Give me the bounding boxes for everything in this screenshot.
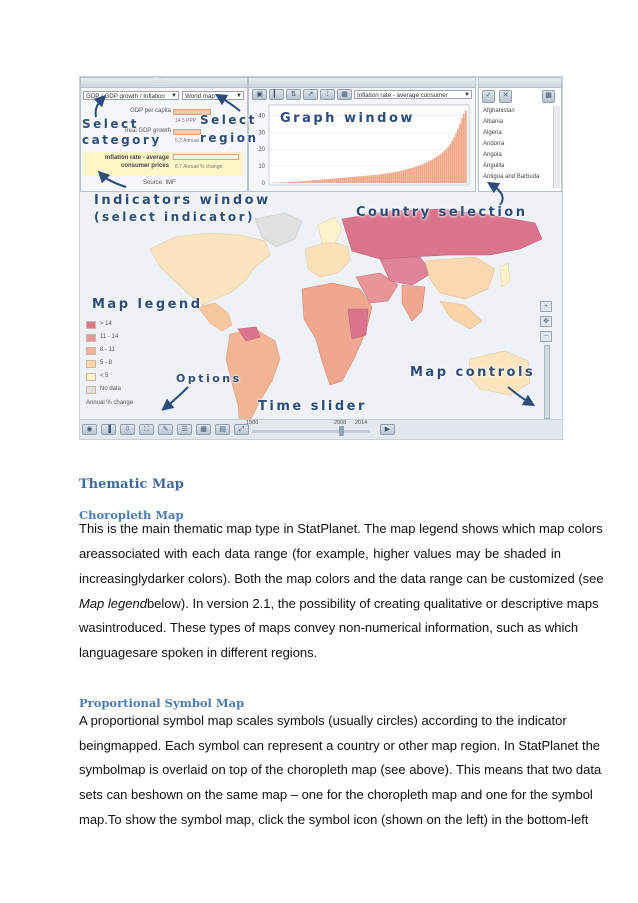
graph-y-tick: 20 bbox=[258, 147, 265, 154]
indicator-value-gdp: 14.5 PPP bbox=[175, 118, 197, 124]
legend-swatch bbox=[86, 347, 96, 355]
graph-bar[interactable] bbox=[298, 181, 300, 183]
map-region-central-america[interactable] bbox=[198, 303, 232, 331]
graph-bar[interactable] bbox=[318, 180, 320, 183]
graph-bar[interactable] bbox=[459, 124, 461, 183]
graph-bar[interactable] bbox=[440, 154, 442, 183]
graph-bar[interactable] bbox=[283, 182, 285, 183]
chart-options-icon[interactable]: ▐ bbox=[101, 424, 116, 435]
callout-options: Options bbox=[176, 372, 242, 385]
paragraph-line: beingmapped. Each symbol can represent a country or other map region. In StatPlanet the bbox=[79, 738, 601, 753]
legend-label: 5 - 8 bbox=[100, 360, 113, 366]
table-icon[interactable]: ▦ bbox=[337, 89, 352, 100]
time-slider-end: 2014 bbox=[355, 420, 368, 426]
graph-bar[interactable] bbox=[306, 181, 308, 183]
country-panel bbox=[478, 77, 562, 192]
graph-bar[interactable] bbox=[349, 177, 351, 183]
graph-bar[interactable] bbox=[330, 179, 332, 183]
callout-select-category-1: Select bbox=[82, 117, 139, 131]
callout-select-region-1: Select bbox=[200, 113, 257, 127]
country-item[interactable]: Afghanistan bbox=[483, 108, 515, 114]
bar-chart-icon[interactable]: ▎ bbox=[269, 89, 284, 100]
emphasis-map-legend: Map legend bbox=[79, 596, 147, 611]
graph-y-tick: 40 bbox=[258, 113, 265, 120]
chevron-down-icon: ▼ bbox=[236, 93, 242, 99]
zoom-slider-track[interactable] bbox=[544, 345, 550, 419]
graph-bar[interactable] bbox=[287, 182, 289, 183]
map-region-southeast-asia[interactable] bbox=[440, 301, 482, 329]
legend-unit: Annual % change bbox=[86, 400, 134, 406]
graph-bar[interactable] bbox=[438, 156, 440, 183]
graph-bar[interactable] bbox=[332, 179, 334, 183]
graph-bar[interactable] bbox=[289, 182, 291, 183]
country-item[interactable]: Anguilla bbox=[483, 163, 505, 169]
graph-bar[interactable] bbox=[357, 176, 359, 183]
map-region-scandinavia[interactable] bbox=[318, 217, 342, 243]
country-item[interactable]: Angola bbox=[483, 152, 502, 158]
check-icon[interactable]: ✓ bbox=[482, 90, 495, 103]
map-region-japan[interactable] bbox=[500, 263, 510, 287]
graph-bar[interactable] bbox=[340, 178, 342, 183]
graph-bar[interactable] bbox=[387, 173, 389, 183]
play-icon[interactable]: ▶ bbox=[380, 424, 395, 435]
bottom-toolbar bbox=[80, 419, 562, 440]
graph-bar[interactable] bbox=[336, 178, 338, 183]
delete-icon[interactable]: ▩ bbox=[542, 90, 555, 103]
graph-bar[interactable] bbox=[281, 182, 283, 183]
graph-bar[interactable] bbox=[424, 163, 426, 183]
callout-graph-window: Graph window bbox=[280, 111, 415, 126]
indicator-bar-growth bbox=[173, 129, 201, 135]
graph-bar[interactable] bbox=[447, 147, 449, 183]
indicator-bar-inflation bbox=[173, 154, 239, 160]
legend-label: < 5 bbox=[100, 373, 109, 379]
graph-indicator-value: Inflation rate - average consumer bbox=[357, 92, 448, 99]
indicator-label-growth[interactable]: Real GDP growth bbox=[124, 128, 171, 134]
callout-select-category-2: category bbox=[82, 133, 162, 147]
pan-icon[interactable]: ✥ bbox=[540, 316, 552, 327]
graph-bar[interactable] bbox=[300, 181, 302, 183]
graph-bar[interactable] bbox=[408, 169, 410, 183]
graph-bar[interactable] bbox=[344, 178, 346, 183]
paragraph-line: This is the main thematic map type in StatPlanet. The map legend shows which map colors bbox=[79, 521, 603, 536]
indicator-source: Source: IMF bbox=[143, 180, 176, 186]
callout-select-region-2: region bbox=[200, 131, 259, 145]
legend-label: No data bbox=[100, 386, 122, 392]
legend-swatch bbox=[86, 360, 96, 368]
graph-bar[interactable] bbox=[369, 175, 371, 183]
graph-bar[interactable] bbox=[279, 182, 281, 183]
paragraph-line: symbolmap is overlaid on top of the choropleth map (see above). This means that two data bbox=[79, 762, 602, 777]
time-slider-start: 1980 bbox=[246, 420, 259, 426]
graph-bar[interactable] bbox=[410, 168, 412, 183]
legend-swatch bbox=[86, 334, 96, 342]
graph-bar[interactable] bbox=[285, 182, 287, 183]
graph-bar[interactable] bbox=[442, 153, 444, 183]
graph-y-tick: 30 bbox=[258, 130, 265, 137]
graph-bar[interactable] bbox=[373, 175, 375, 183]
expand-icon[interactable]: ⤢ bbox=[234, 424, 249, 435]
paragraph-line: languagesare spoken in different regions. bbox=[79, 645, 318, 660]
zoom-out-icon[interactable]: − bbox=[540, 331, 552, 342]
edit-icon[interactable]: ✎ bbox=[158, 424, 173, 435]
map-region-europe[interactable] bbox=[305, 241, 350, 277]
graph-bar[interactable] bbox=[383, 174, 385, 183]
scatter-icon[interactable]: ⁞ bbox=[320, 89, 335, 100]
map-region-india[interactable] bbox=[402, 285, 425, 321]
graph-bar[interactable] bbox=[414, 167, 416, 183]
graph-bar[interactable] bbox=[310, 180, 312, 183]
graph-bar[interactable] bbox=[277, 182, 279, 183]
chevron-down-icon: ▼ bbox=[171, 93, 177, 99]
graph-bar[interactable] bbox=[391, 173, 393, 183]
time-slider[interactable] bbox=[252, 430, 370, 433]
indicator-value-growth: 5.2 Annual bbox=[175, 138, 199, 144]
graph-bar[interactable] bbox=[302, 181, 304, 183]
graph-bar[interactable] bbox=[304, 181, 306, 183]
callout-country-selection: Country selection bbox=[356, 205, 528, 220]
graph-y-tick: 10 bbox=[258, 164, 265, 171]
indicator-label-gdp[interactable]: GDP per capita bbox=[130, 108, 171, 114]
callout-select-indicator: (select indicator) bbox=[94, 210, 255, 224]
graph-bar[interactable] bbox=[406, 169, 408, 183]
graph-bar[interactable] bbox=[385, 174, 387, 183]
graph-bar[interactable] bbox=[430, 160, 432, 183]
graph-bar[interactable] bbox=[296, 182, 298, 183]
time-slider-handle[interactable] bbox=[339, 426, 344, 436]
paragraph-line: increasinglydarker colors). Both the map colors and the data range can be customized (see bbox=[79, 571, 604, 586]
paragraph-line: A proportional symbol map scales symbols (usually circles) according to the indicator bbox=[79, 713, 567, 728]
legend-swatch bbox=[86, 373, 96, 381]
eye-icon[interactable]: ◉ bbox=[82, 424, 97, 435]
notes-icon[interactable]: ▤ bbox=[215, 424, 230, 435]
graph-bar[interactable] bbox=[453, 137, 455, 183]
graph-bar[interactable] bbox=[455, 133, 457, 183]
graph-bar[interactable] bbox=[404, 170, 406, 183]
map-view-icon[interactable]: ▣ bbox=[252, 89, 267, 100]
legend-swatch bbox=[86, 386, 96, 394]
map-region-china[interactable] bbox=[425, 257, 495, 299]
legend-label: 11 - 14 bbox=[100, 334, 119, 340]
graph-bar[interactable] bbox=[316, 180, 318, 183]
graph-bar[interactable] bbox=[295, 182, 297, 183]
indicators-titlebar-text: Chile bbox=[153, 77, 169, 84]
graph-bar[interactable] bbox=[320, 180, 322, 183]
country-list[interactable] bbox=[479, 106, 553, 190]
category-select-value: GDP / GDP growth / Inflation bbox=[86, 93, 165, 100]
graph-bar[interactable] bbox=[314, 180, 316, 183]
graph-indicator-select[interactable] bbox=[354, 90, 472, 99]
graph-bar[interactable] bbox=[428, 161, 430, 183]
graph-bar[interactable] bbox=[322, 179, 324, 183]
graph-bar[interactable] bbox=[393, 172, 395, 183]
callout-indicators-window: Indicators window bbox=[94, 193, 271, 208]
layers-icon[interactable]: ☰ bbox=[177, 424, 192, 435]
graph-bar[interactable] bbox=[351, 177, 353, 183]
fullscreen-icon[interactable]: ⛶ bbox=[139, 424, 154, 435]
graph-bar[interactable] bbox=[371, 175, 373, 183]
graph-bar[interactable] bbox=[345, 177, 347, 183]
graph-bar[interactable] bbox=[463, 114, 465, 183]
graph-bar[interactable] bbox=[359, 176, 361, 183]
time-slider-current: 2008 bbox=[334, 420, 347, 426]
graph-bar[interactable] bbox=[365, 176, 367, 183]
indicators-titlebar bbox=[81, 78, 247, 88]
graph-bar[interactable] bbox=[324, 179, 326, 183]
graph-bar[interactable] bbox=[416, 166, 418, 183]
graph-bar[interactable] bbox=[465, 110, 467, 183]
graph-bar[interactable] bbox=[396, 172, 398, 183]
country-item[interactable]: Antigua and Barbuda bbox=[483, 174, 540, 180]
paragraph-line: sets can beshown on the same map – one for the choropleth map and one for the symbol bbox=[79, 787, 593, 802]
graph-bar[interactable] bbox=[355, 177, 357, 183]
paragraph-line: map.To show the symbol map, click the symbol icon (shown on the left) in the bottom-left bbox=[79, 812, 589, 827]
graph-panel bbox=[248, 77, 476, 192]
legend-label: 8 - 11 bbox=[100, 347, 115, 353]
graph-bar[interactable] bbox=[457, 129, 459, 183]
line-chart-icon[interactable]: ↗ bbox=[303, 89, 318, 100]
graph-bar[interactable] bbox=[293, 182, 295, 183]
graph-bar[interactable] bbox=[451, 141, 453, 183]
graph-bar[interactable] bbox=[436, 157, 438, 183]
graph-bar[interactable] bbox=[412, 168, 414, 183]
map-legend bbox=[80, 317, 150, 413]
graph-bar[interactable] bbox=[367, 176, 369, 183]
zoom-in-icon[interactable]: + bbox=[540, 301, 552, 312]
graph-bar[interactable] bbox=[443, 151, 445, 183]
graph-bar[interactable] bbox=[338, 178, 340, 183]
graph-bar[interactable] bbox=[432, 159, 434, 183]
legend-swatch bbox=[86, 321, 96, 329]
graph-bar[interactable] bbox=[312, 180, 314, 183]
sort-icon[interactable]: ⇅ bbox=[286, 89, 301, 100]
graph-bar[interactable] bbox=[361, 176, 363, 183]
graph-bar[interactable] bbox=[381, 174, 383, 183]
paragraph-line: areassociated with each data range (for example, higher values may be shaded in bbox=[79, 546, 561, 561]
heading-thematic-map: Thematic Map bbox=[79, 477, 184, 492]
graph-bar[interactable] bbox=[334, 178, 336, 183]
country-scrollbar[interactable] bbox=[553, 106, 560, 188]
graph-bar[interactable] bbox=[377, 175, 379, 183]
graph-bar[interactable] bbox=[434, 158, 436, 183]
graph-bar[interactable] bbox=[449, 144, 451, 183]
graph-bar[interactable] bbox=[326, 179, 328, 183]
graph-bar[interactable] bbox=[394, 172, 396, 183]
indicator-value-inflation: 8.7 Annual % change bbox=[175, 164, 223, 170]
graph-bar[interactable] bbox=[363, 176, 365, 183]
graph-bar[interactable] bbox=[402, 170, 404, 183]
graph-bar[interactable] bbox=[461, 118, 463, 183]
country-item[interactable]: Algeria bbox=[483, 130, 502, 136]
graph-bar[interactable] bbox=[353, 177, 355, 183]
graph-bar[interactable] bbox=[422, 164, 424, 183]
chevron-down-icon: ▼ bbox=[464, 92, 470, 98]
region-select-value: World map bbox=[185, 93, 215, 100]
legend-label: > 14 bbox=[100, 321, 112, 327]
data-table-icon[interactable]: ▦ bbox=[196, 424, 211, 435]
graph-bar[interactable] bbox=[275, 182, 277, 183]
indicator-label-inflation[interactable]: Inflation rate - average consumer prices bbox=[104, 155, 169, 169]
graph-bar[interactable] bbox=[389, 173, 391, 183]
callout-time-slider: Time slider bbox=[258, 399, 367, 414]
heading-choropleth-map: Choropleth Map bbox=[79, 508, 184, 522]
paragraph-line-rest: below). In version 2.1, the possibility of creating qualitative or descriptive maps bbox=[146, 596, 599, 611]
country-item[interactable]: Andorra bbox=[483, 141, 505, 147]
graph-y-tick: 0 bbox=[261, 181, 265, 187]
graph-bar[interactable] bbox=[420, 165, 422, 183]
graph-bar[interactable] bbox=[375, 175, 377, 183]
statplanet-screenshot bbox=[79, 76, 563, 440]
graph-titlebar bbox=[249, 78, 475, 88]
graph-bar[interactable] bbox=[398, 171, 400, 183]
region-select[interactable] bbox=[182, 91, 244, 100]
download-icon[interactable]: ⇩ bbox=[120, 424, 135, 435]
graph-bar[interactable] bbox=[342, 178, 344, 183]
heading-proportional-symbol-map: Proportional Symbol Map bbox=[79, 696, 245, 710]
callout-map-controls: Map controls bbox=[410, 365, 536, 380]
graph-bar[interactable] bbox=[400, 171, 402, 183]
paragraph-line: wasintroduced. These types of maps convey non-numerical information, such as which bbox=[79, 620, 579, 635]
callout-map-legend: Map legend bbox=[92, 297, 203, 312]
graph-bar[interactable] bbox=[308, 181, 310, 183]
category-select[interactable] bbox=[83, 91, 179, 100]
graph-bar[interactable] bbox=[379, 175, 381, 183]
country-item[interactable]: Albania bbox=[483, 119, 504, 125]
graph-bar[interactable] bbox=[426, 162, 428, 183]
graph-bar[interactable] bbox=[328, 179, 330, 183]
graph-bar[interactable] bbox=[418, 166, 420, 183]
paragraph-line-with-emphasis bbox=[79, 596, 599, 612]
close-icon[interactable]: ✕ bbox=[499, 90, 512, 103]
map-region-north-america[interactable] bbox=[150, 233, 270, 305]
graph-bar[interactable] bbox=[445, 149, 447, 183]
graph-bar[interactable] bbox=[291, 182, 293, 183]
graph-bar[interactable] bbox=[347, 177, 349, 183]
country-titlebar bbox=[479, 78, 561, 88]
